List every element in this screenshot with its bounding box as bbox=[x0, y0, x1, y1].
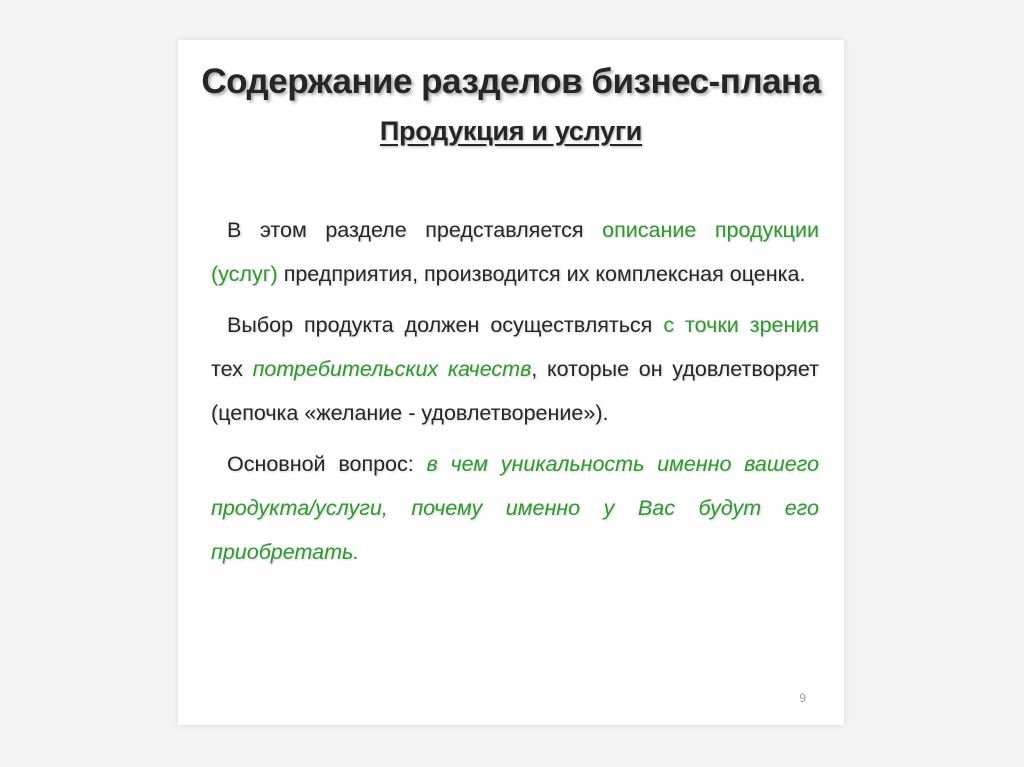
page-number: 9 bbox=[799, 691, 806, 705]
paragraph-3-highlight: в чем уникальность именно вашего продукта/услуги, почему именно у Вас будут его приобретать. bbox=[211, 452, 819, 564]
paragraph-2 bbox=[211, 303, 819, 435]
paragraph-3 bbox=[211, 442, 819, 574]
slide-title: Содержание разделов бизнес-плана bbox=[201, 62, 821, 101]
paragraph-2-text-2: тех bbox=[211, 357, 253, 381]
paragraph-2-text-1: Выбор продукта должен осуществляться bbox=[227, 313, 664, 337]
slide-subtitle: Продукция и услуги bbox=[379, 116, 643, 146]
slide-body bbox=[211, 208, 819, 581]
paragraph-2-highlight-2: потребительских качеств bbox=[252, 357, 532, 381]
paragraph-2-text-3: , которые он удовлетворяет (цепочка «желание - удовлетворение»). bbox=[211, 357, 819, 425]
slide bbox=[178, 40, 844, 725]
paragraph-1 bbox=[211, 208, 819, 296]
paragraph-1-highlight: описание продукции (услуг) bbox=[211, 218, 819, 286]
paragraph-1-text-1: В этом разделе представляется bbox=[227, 218, 603, 242]
paragraph-2-highlight-1: с точки зрения bbox=[663, 313, 820, 337]
paragraph-3-text-1: Основной вопрос: bbox=[227, 452, 427, 476]
paragraph-1-text-2: предприятия, производится их комплексная оценка. bbox=[277, 262, 806, 286]
